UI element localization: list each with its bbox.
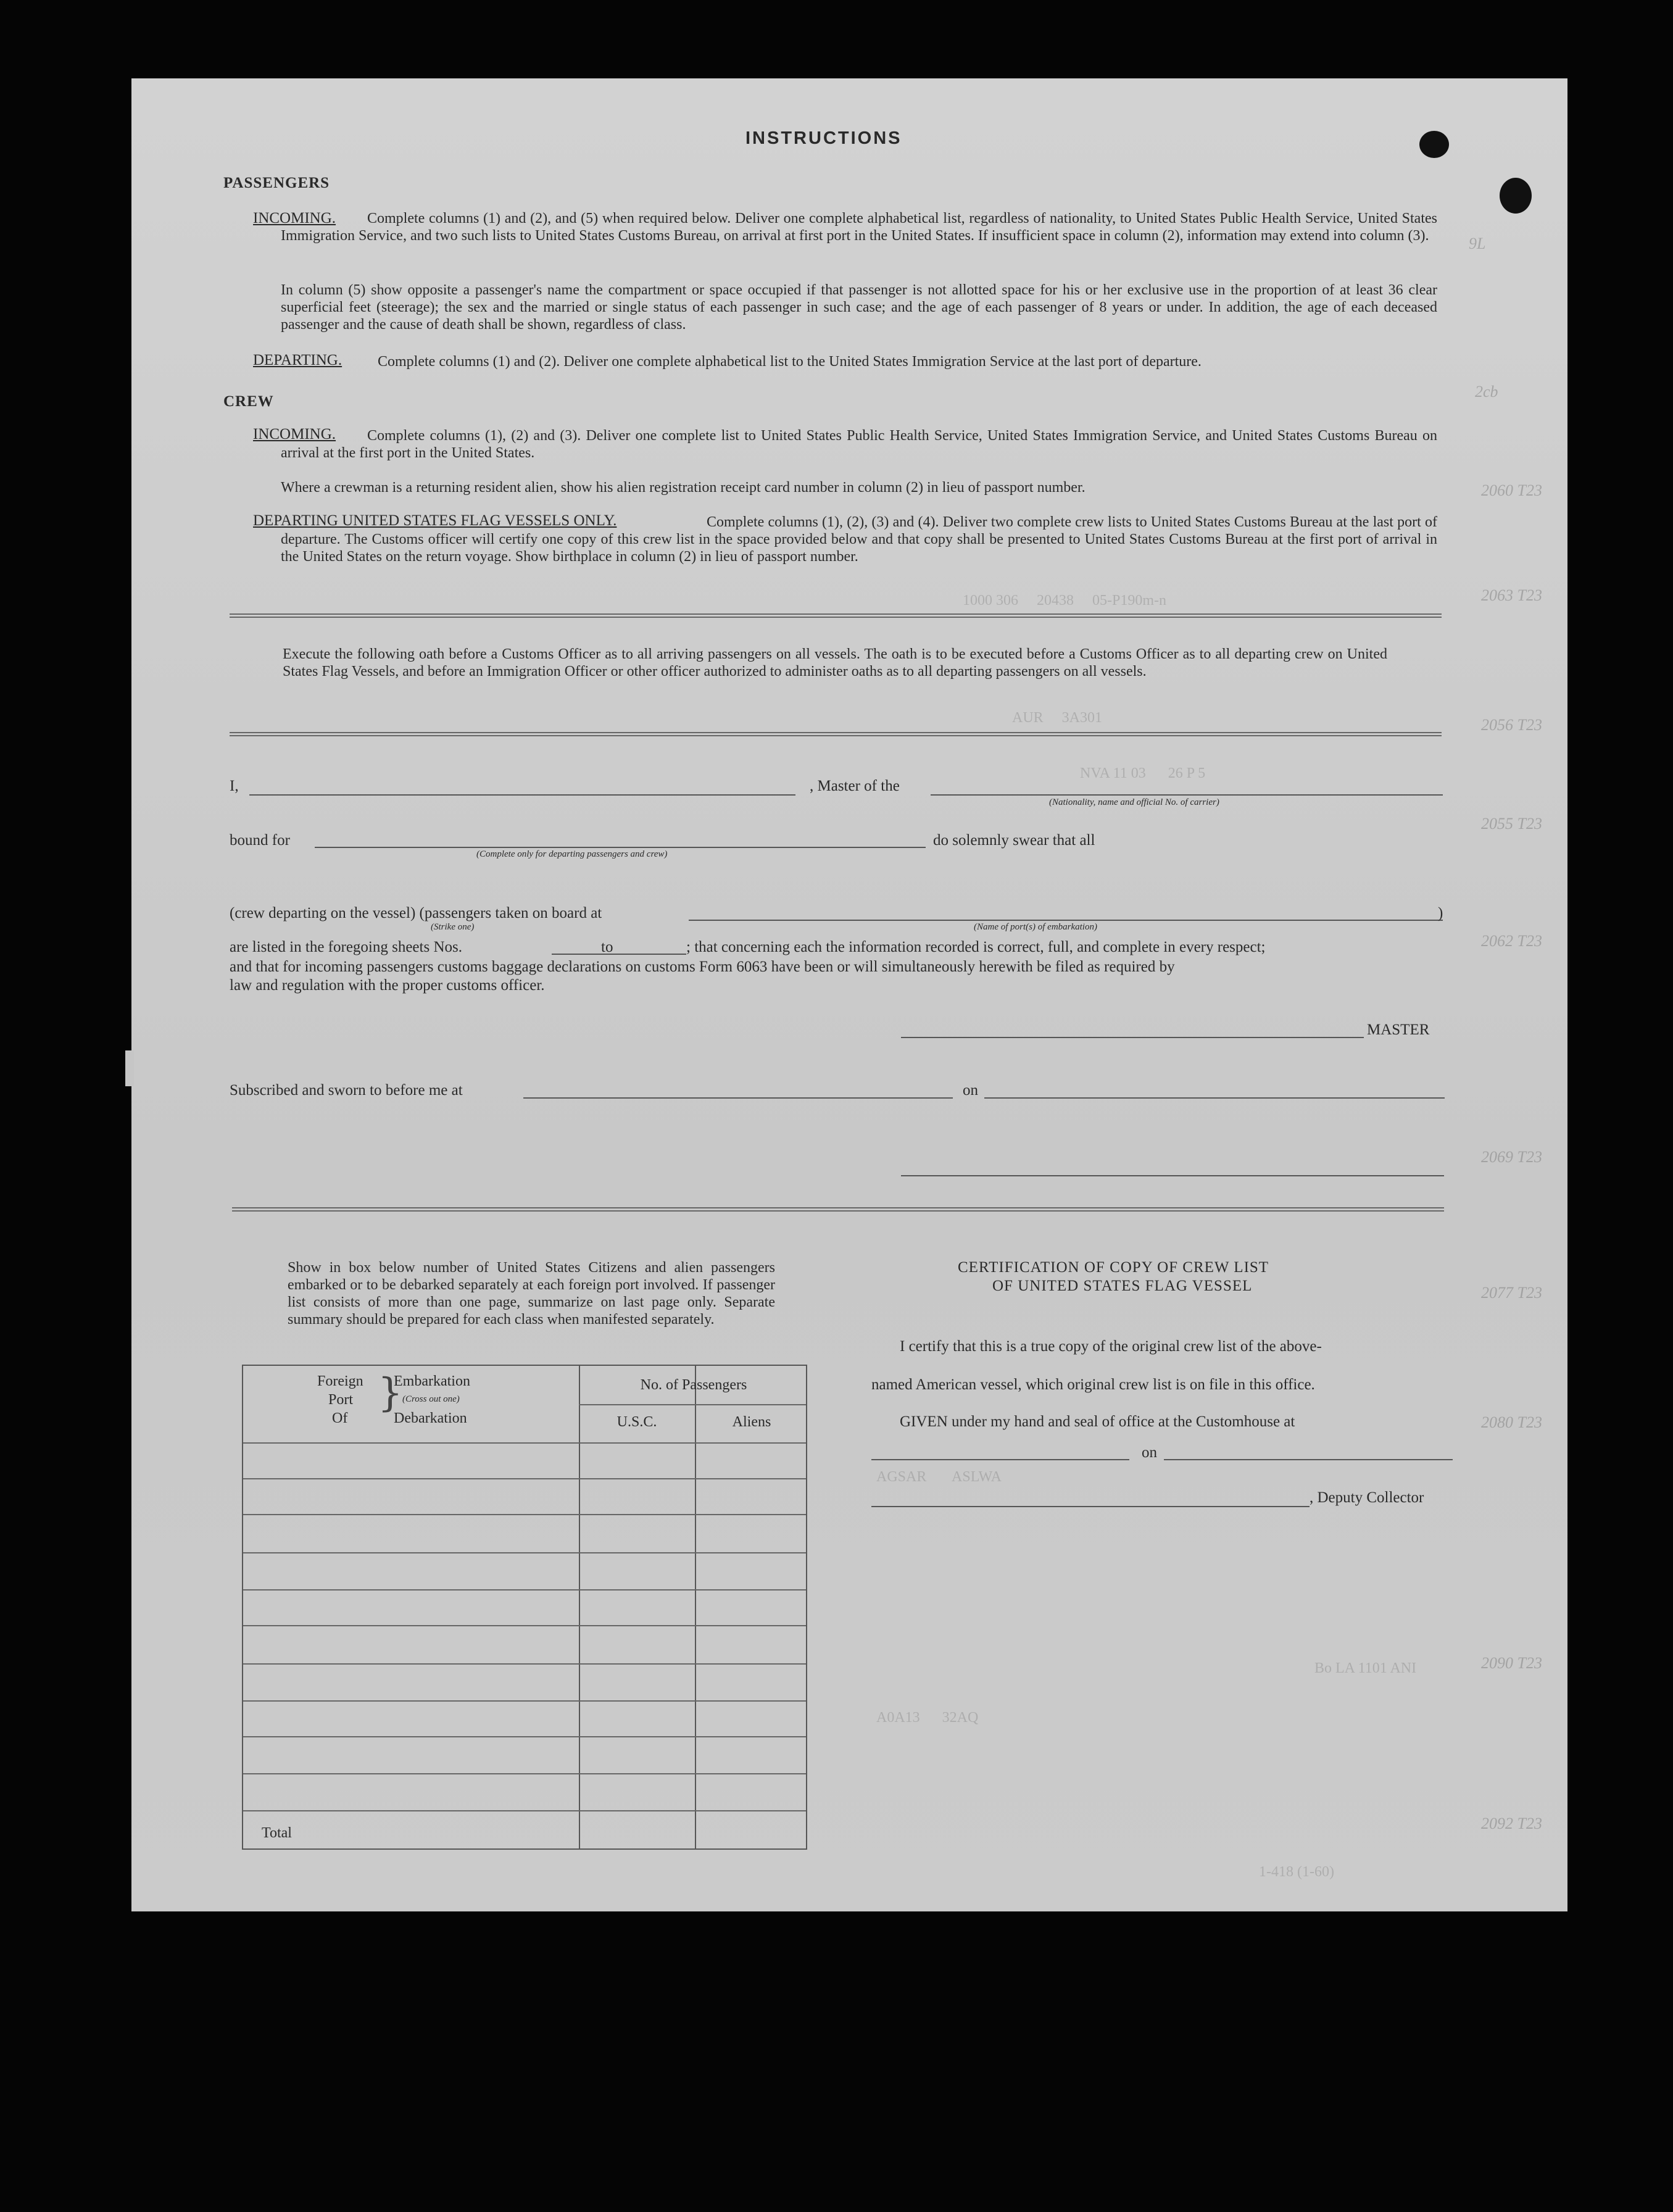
listed-text-1: are listed in the foregoing sheets Nos.: [230, 939, 462, 955]
passengers-departing-text: Complete columns (1) and (2). Deliver one complete alphabetical list to the United States Immigration Service at the last port of departure.: [378, 354, 1202, 370]
certify-text-2: named American vessel, which original crew list is on file in this office.: [871, 1376, 1315, 1393]
passengers-incoming-label: INCOMING.: [253, 210, 336, 227]
col-header-of: Of: [332, 1410, 348, 1426]
bleed-through-mark: 1-418 (1-60): [1259, 1864, 1334, 1880]
oath-intro: Execute the following oath before a Customs Officer as to all arriving passengers on all vessels. The oath is to be executed before a Customs Officer as to all departing crew on United States Flag Vessels, and before an Immigration Officer or other officer authorized to administer oaths as to all departing passengers on all vessels.: [283, 646, 1387, 680]
bleed-through-mark: 2090 T23: [1481, 1654, 1542, 1672]
customhouse-date-field[interactable]: [1164, 1459, 1453, 1460]
passengers-incoming-text: Complete columns (1) and (2), and (5) when required below. Deliver one complete alphabetical list, regardless of nationality, to United States Public Health Service, United States Immigration Service, and two such lists to United States Customs Bureau, on arrival at first port in the United States. If insufficient space in column (2), information may extend into column (3).: [281, 210, 1437, 244]
bleed-through-mark: 2063 T23: [1481, 586, 1542, 604]
table-row: [243, 1810, 806, 1811]
bleed-through-mark: 2055 T23: [1481, 815, 1542, 833]
ports-embarkation-field[interactable]: [689, 920, 1443, 921]
bleed-through-mark: AUR 3A301: [1012, 710, 1103, 726]
master-name-field[interactable]: [249, 794, 795, 796]
col-header-port: Port: [328, 1392, 354, 1408]
master-label: MASTER: [1367, 1021, 1430, 1038]
col-header-cross-out: (Cross out one): [402, 1394, 460, 1404]
brace-glyph: }: [378, 1370, 403, 1416]
section-divider: [232, 1207, 1444, 1212]
col-header-embarkation: Embarkation: [394, 1373, 470, 1389]
bleed-through-mark: 1000 306 20438 05-P190m-n: [963, 592, 1166, 609]
passenger-summary-table: [242, 1365, 807, 1850]
section-divider: [230, 732, 1442, 736]
oath-i-label: I,: [230, 778, 239, 794]
section-heading-passengers: PASSENGERS: [223, 175, 330, 191]
close-paren: ): [1438, 905, 1443, 921]
deputy-collector-label: , Deputy Collector: [1310, 1489, 1424, 1506]
customhouse-place-field[interactable]: [871, 1459, 1129, 1460]
table-row: [243, 1552, 806, 1553]
strike-one-note: (Strike one): [431, 922, 475, 932]
section-heading-crew: CREW: [223, 393, 274, 410]
sworn-place-field[interactable]: [523, 1097, 953, 1099]
swear-text: do solemnly swear that all: [933, 832, 1095, 849]
crew-departing-option: (crew departing on the vessel) (passengers taken on board at: [230, 905, 602, 921]
oath-master-of-label: , Master of the: [810, 778, 900, 794]
master-signature-field[interactable]: [901, 1037, 1364, 1038]
col-header-no-passengers: No. of Passengers: [640, 1377, 747, 1393]
certification-heading-2: OF UNITED STATES FLAG VESSEL: [992, 1278, 1253, 1294]
bound-for-label: bound for: [230, 832, 290, 849]
bleed-through-mark: 2cb: [1475, 383, 1498, 401]
bleed-through-mark: 9L: [1469, 235, 1486, 252]
certification-heading-1: CERTIFICATION OF COPY OF CREW LIST: [958, 1259, 1269, 1276]
section-divider: [230, 613, 1442, 618]
listed-text-2: ; that concerning each the information recorded is correct, full, and complete in every respect;: [686, 939, 1266, 955]
given-text: GIVEN under my hand and seal of office at the Customhouse at: [900, 1413, 1295, 1430]
bound-for-note: (Complete only for departing passengers and crew): [476, 849, 668, 859]
table-row: [243, 1589, 806, 1590]
bleed-through-mark: 2056 T23: [1481, 716, 1542, 734]
carrier-field[interactable]: [931, 794, 1443, 796]
col-header-aliens: Aliens: [732, 1414, 771, 1430]
table-row: [243, 1625, 806, 1626]
sworn-on-label: on: [963, 1082, 978, 1099]
crew-departing-text: Complete columns (1), (2), (3) and (4). Deliver two complete crew lists to United States Customs Bureau at the last port of departure. The Customs officer will certify one copy of this crew list in the space provided below and that copy shall be presented to United States Customs Bureau at the first port of arrival in the United States on the return voyage. Show birthplace in column (2) in lieu of passport number.: [281, 514, 1437, 565]
officer-signature-field[interactable]: [901, 1175, 1444, 1176]
page-title: INSTRUCTIONS: [745, 128, 902, 148]
table-row: [243, 1514, 806, 1515]
crew-incoming-label: INCOMING.: [253, 426, 336, 443]
total-label: Total: [262, 1825, 292, 1841]
given-on-label: on: [1142, 1444, 1157, 1461]
bleed-through-mark: 2092 T23: [1481, 1815, 1542, 1832]
sheet-from-field[interactable]: [552, 954, 632, 955]
bleed-through-mark: 2060 T23: [1481, 481, 1542, 499]
page-edge: [125, 1050, 134, 1086]
crew-departing-label: DEPARTING UNITED STATES FLAG VESSELS ONLY.: [253, 512, 617, 529]
bleed-through-mark: 2077 T23: [1481, 1284, 1542, 1302]
bleed-through-mark: AGSAR ASLWA: [876, 1469, 1002, 1485]
table-row: [243, 1773, 806, 1774]
bleed-through-mark: 2080 T23: [1481, 1413, 1542, 1431]
bleed-through-mark: NVA 11 03 26 P 5: [1080, 765, 1206, 781]
table-row: [243, 1700, 806, 1702]
crew-alien-text: Where a crewman is a returning resident alien, show his alien registration receipt card number in column (2) in lieu of passport number.: [281, 480, 1086, 496]
certify-text-1: I certify that this is a true copy of the original crew list of the above-: [900, 1338, 1322, 1355]
carrier-field-note: (Nationality, name and official No. of carrier): [1049, 797, 1219, 807]
deputy-signature-field[interactable]: [871, 1506, 1310, 1507]
listed-text-3: and that for incoming passengers customs baggage declarations on customs Form 6063 have been or will simultaneously herewith be filed as required by: [230, 958, 1175, 975]
passengers-column5-text: In column (5) show opposite a passenger's name the compartment or space occupied if that passenger is not allotted space for his or her exclusive use in the proportion of at least 36 clear superficial feet (steerage); the sex and the married or single status of each passenger in such case; and the age of each passenger of 8 years or under. In addition, the age of each deceased passenger and the cause of death shall be shown, regardless of class.: [281, 282, 1437, 333]
col-header-debarkation: Debarkation: [394, 1410, 467, 1426]
sheet-to-field[interactable]: [622, 954, 686, 955]
ink-blot: [1419, 131, 1449, 158]
ports-note: (Name of port(s) of embarkation): [974, 922, 1097, 932]
sworn-date-field[interactable]: [984, 1097, 1445, 1099]
listed-to: to: [601, 939, 613, 955]
table-row: [243, 1478, 806, 1479]
bleed-through-mark: A0A13 32AQ: [876, 1710, 979, 1726]
crew-incoming-text: Complete columns (1), (2) and (3). Deliver one complete list to United States Public Health Service, United States Immigration Service, and United States Customs Bureau on arrival at the first port in the United States.: [281, 428, 1437, 461]
table-row: [243, 1663, 806, 1665]
table-row: [243, 1736, 806, 1737]
bleed-through-mark: 2069 T23: [1481, 1148, 1542, 1166]
col-header-usc: U.S.C.: [616, 1414, 657, 1430]
summary-instructions: Show in box below number of United States Citizens and alien passengers embarked or to be debarked separately at each foreign port involved. If passenger list consists of more than one page, summarize on last page only. Separate summary should be prepared for each class when manifested separately.: [288, 1260, 775, 1328]
bleed-through-mark: 2062 T23: [1481, 932, 1542, 950]
subscribed-label: Subscribed and sworn to before me at: [230, 1082, 463, 1099]
bleed-through-mark: Bo LA 1101 ANI: [1314, 1660, 1417, 1676]
ink-blot: [1500, 178, 1532, 214]
col-header-foreign: Foreign: [317, 1373, 363, 1389]
passengers-departing-label: DEPARTING.: [253, 352, 342, 368]
listed-text-4: law and regulation with the proper customs officer.: [230, 977, 545, 994]
bound-for-field[interactable]: [315, 847, 926, 848]
